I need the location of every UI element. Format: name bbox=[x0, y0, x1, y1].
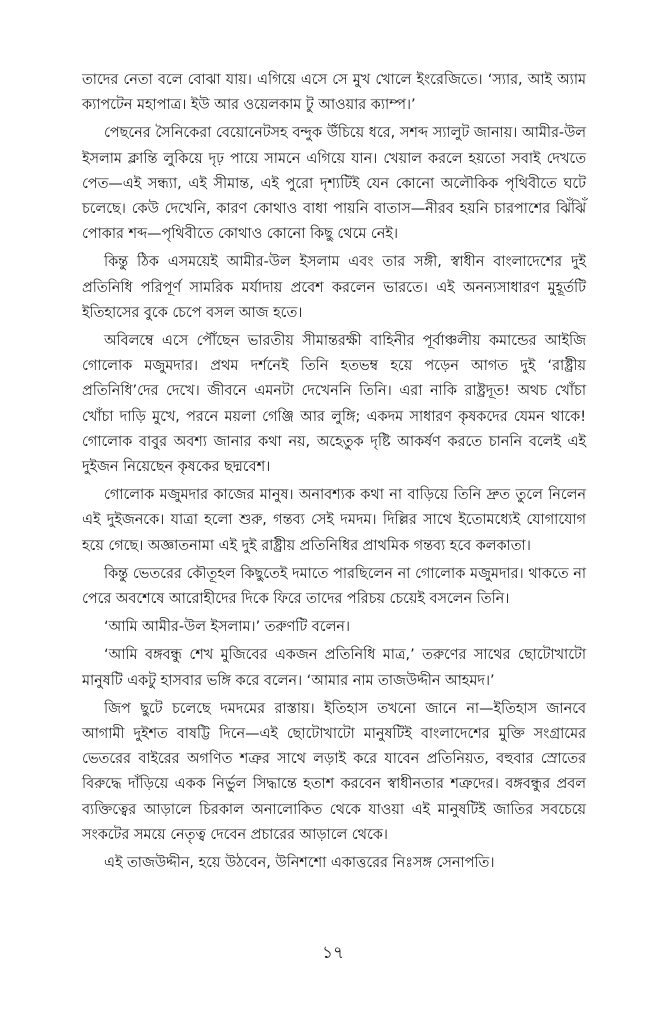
page-number: ১৭ bbox=[321, 943, 345, 963]
paragraph-5: গোলোক মজুমদার কাজের মানুষ। অনাবশ্যক কথা না বাড়িয়ে তিনি দ্রুত তুলে নিলেন এই দুইজনকে। যাত্রা হলো শুরু, গন্তব্য সেই দমদম। দিল্লির সাথে ইতোমধ্যেই যোগাযোগ হয়ে গেছে। অজ্ঞাতনামা এই দুই রাষ্ট্রীয় প্রতিনিধির প্রাথমিক গন্তব্য হবে কলকাতা। bbox=[82, 487, 586, 554]
paragraph-4: অবিলম্বে এসে পৌঁছেন ভারতীয় সীমান্তরক্ষী বাহিনীর পূর্বাঞ্চলীয় কমান্ডের আইজি গোলোক মজুমদার। প্রথম দর্শনেই তিনি হতভম্ব হয়ে পড়েন আগত দুই ‘রাষ্ট্রীয় প্রতিনিধি’দের দেখে। জীবনে এমনটা দেখেননি তিনি। এরা নাকি রাষ্ট্রদূত! অথচ খোঁচা খোঁচা দাড়ি মুখে, পরনে ময়লা গেঞ্জি আর লুঙ্গি; একদম সাধারণ কৃষকদের যেমন থাকে! গোলোক বাবুর অবশ্য জানার কথা নয়, অহেতুক দৃষ্টি আকর্ষণ করতে চাননি বলেই এই দুইজন নিয়েছেন কৃষকের ছদ্মবেশ। bbox=[82, 333, 586, 476]
paragraph-10: এই তাজউদ্দীন, হয়ে উঠবেন, উনিশশো একাত্তরের নিঃসঙ্গ সেনাপতি। bbox=[104, 855, 495, 872]
paragraph-6: কিন্তু ভেতরের কৌতূহল কিছুতেই দমাতে পারছিলেন না গোলোক মজুমদার। থাকতে না পেরে অবশেষে আরোহীদের দিকে ফিরে তাদের পরিচয় চেয়েই বসলেন তিনি। bbox=[82, 565, 586, 608]
paragraph-3: কিন্তু ঠিক এসময়েই আমীর-উল ইসলাম এবং তার সঙ্গী, স্বাধীন বাংলাদেশের দুই প্রতিনিধি পরিপূর্ণ সামরিক মর্যাদায় প্রবেশ করলেন ভারতে। এই অনন্যসাধারণ মুহূর্তটি ইতিহাসের বুকে চেপে বসল আজ হতে। bbox=[82, 254, 586, 321]
paragraph-2: পেছনের সৈনিকেরা বেয়োনেটসহ বন্দুক উঁচিয়ে ধরে, সশব্দ স্যালুট জানায়। আমীর-উল ইসলাম ক্লান্তি লুকিয়ে দৃঢ় পায়ে সামনে এগিয়ে যান। খেয়াল করলে হয়তো সবাই দেখতে পেত—এই সন্ধ্যা, এই সীমান্ত, এই পুরো দৃশ্যটিই যেন কোনো অলৌকিক পৃথিবীতে ঘটে চলেছে। কেউ দেখেনি, কারণ কোথাও বাধা পায়নি বাতাস—নীরব হয়নি চারপাশের ঝিঁঝিঁ পোকার শব্দ—পৃথিবীতে কোথাও কোনো কিছু থেমে নেই। bbox=[82, 125, 586, 243]
paragraph-7: ‘আমি আমীর-উল ইসলাম।’ তরুণটি বলেন। bbox=[104, 619, 351, 636]
paragraph-1: তাদের নেতা বলে বোঝা যায়। এগিয়ে এসে সে মুখ খোলে ইংরেজিতে। ‘স্যার, আই অ্যাম ক্যাপটেন মহাপাত্র। ইউ আর ওয়েলকাম টু আওয়ার ক্যাম্প।’ bbox=[82, 72, 586, 114]
paragraph-9: জিপ ছুটে চলেছে দমদমের রাস্তায়। ইতিহাস তখনো জানে না—ইতিহাস জানবে আগামী দুইশত বাষট্টি দিনে—এই ছোটোখাটো মানুষটিই বাংলাদেশের মুক্তি সংগ্রামের ভেতরের বাইরের অগণিত শত্রুর সাথে লড়াই করে যাবেন প্রতিনিয়ত, বহুবার স্রোতের বিরুদ্ধে দাঁড়িয়ে একক নির্ভুল সিদ্ধান্তে হতাশ করবেন স্বাধীনতার শত্রুদের। বঙ্গবন্ধুর প্রবল ব্যক্তিত্বের আড়ালে চিরকাল অনালোকিত থেকে যাওয়া এই মানুষটিই জাতির সবচেয়ে সংকটের সময়ে নেতৃত্ব দেবেন প্রচারের আড়ালে থেকে। bbox=[82, 700, 586, 843]
page-body bbox=[82, 68, 586, 879]
paragraph-8: ‘আমি বঙ্গবন্ধু শেখ মুজিবের একজন প্রতিনিধি মাত্র,’ তরুণের সাথের ছোটোখাটো মানুষটি একটু হাসবার ভঙ্গি করে বলেন। ‘আমার নাম তাজউদ্দীন আহমদ।’ bbox=[82, 647, 586, 689]
